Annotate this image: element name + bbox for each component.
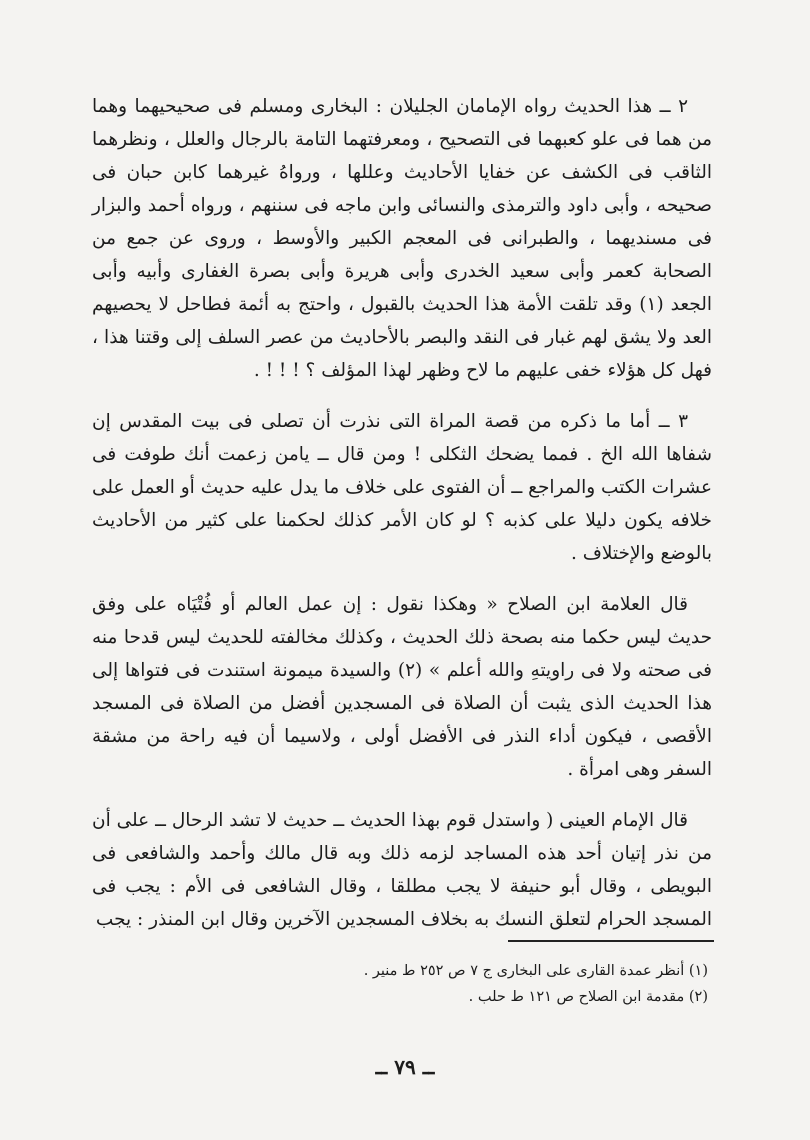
page-number: ــ ٧٩ ــ: [375, 1055, 435, 1079]
footnote-divider: [508, 940, 714, 942]
paragraph-woman-vow: ٣ ــ أما ما ذكره من قصة المراة التى نذرت أن تصلى فى بيت المقدس إن شفاها الله الخ . فمما يضحك الثكلى ! ومن قال ــ يامن زعمت أنك طوفت فى عشرات الكتب والمراجع ــ أن الفتوى على خلاف ما يدل عليه حديث أو العمل على خلافه يكون دليلا على كذبه ؟ لو كان الأمر كذلك لحكمنا على كثير من الأحاديث بالوضع والإختلاف .: [91, 411, 712, 564]
footnote-2: (٢) مقدمة ابن الصلاح ص ١٢١ ط حلب .: [468, 989, 708, 1005]
footnotes: [92, 958, 712, 1010]
paragraph-imam-aini: قال الإمام العينى ( واستدل قوم بهذا الحديث ــ حديث لا تشد الرحال ــ على أن من نذر إتيان أحد هذه المساجد لزمه ذلك وبه قال مالك وأحمد والشافعى فى البويطى ، وقال أبو حنيفة لا يجب مطلقا ، وقال الشافعى فى الأم : يجب فى المسجد الحرام لتعلق النسك به بخلاف المسجدين الآخرين وقال ابن المنذر : يجب: [92, 810, 712, 930]
footnote-1: (١) أنظر عمدة القارى على البخارى ج ٧ ص ٢٥٢ ط منير .: [363, 963, 708, 979]
paragraph-hadith-narrators: ٢ ــ هذا الحديث رواه الإمامان الجليلان : البخارى ومسلم فى صحيحيهما وهما من هما فى علو كعبهما فى التصحيح ، ومعرفتهما التامة بالرجال والعلل ، ونظرهما الثاقب فى الكشف عن خفايا الأحاديث وعللها ، ورواهُ غيرهما كابن حبان فى صحيحه ، وأبى داود والترمذى والنسائى وابن ماجه فى سننهم ، ورواه أحمد والبزار فى مسنديهما ، والطبرانى فى المعجم الكبير والأوسط ، وروى عن جمع من الصحابة كعمر وأبى سعيد الخدرى وأبى هريرة وأبى بصرة الغفارى وأبيه وأبى الجعد (١) وقد تلقت الأمة هذا الحديث بالقبول ، واحتج به أئمة فطاحل لا يحصيهم العد ولا يشق لهم غبار فى النقد والبصر بالأحاديث من عصر السلف إلى وقتنا هذا ، فهل كل هؤلاء خفى عليهم ما لاح وظهر لهذا المؤلف ؟ ! ! ! .: [92, 96, 712, 381]
paragraph-ibn-salah: قال العلامة ابن الصلاح « وهكذا نقول : إن عمل العالم أو فُتْيَاه على وفق حديث ليس حكما منه بصحة ذلك الحديث ، وكذلك مخالفته للحديث ليس قدحا منه فى صحته ولا فى راويتهِ والله أعلم » (٢) والسيدة ميمونة استندت فى فتواها إلى هذا الحديث الذى يثبت أن الصلاة فى المسجدين أفضل من الصلاة فى المسجد الأقصى ، فيكون أداء النذر فى الأفضل أولى ، ولاسيما أن فيه راحة من مشقة السفر وهى امرأة .: [92, 594, 712, 780]
main-text: [92, 90, 712, 954]
